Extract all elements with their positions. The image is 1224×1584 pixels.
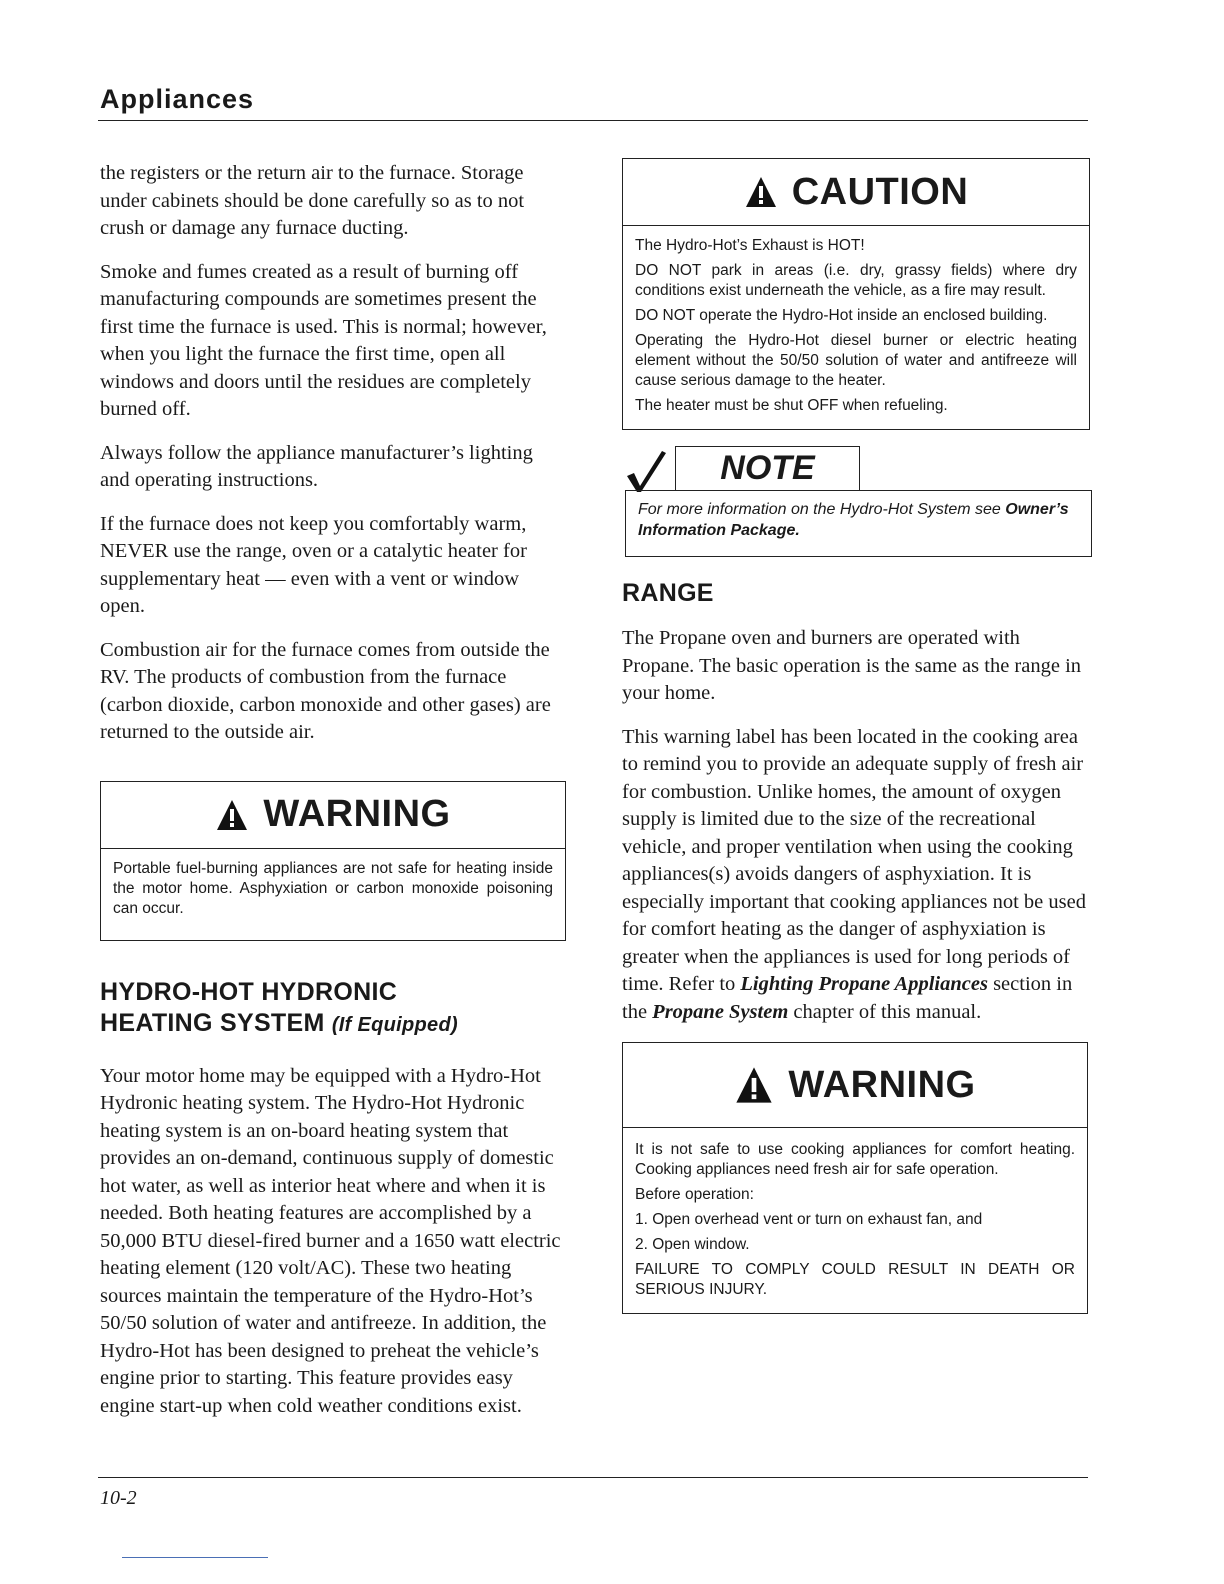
note-text [638, 499, 1079, 541]
furnace-warning-box [100, 781, 566, 941]
caution-line: The heater must be shut OFF when refueling. [635, 397, 948, 414]
body-paragraph: Combustion air for the furnace comes from outside the RV. The products of combustion from the furnace (carbon dioxide, carbon monoxide and other gases) are returned to the outside air. [100, 638, 551, 743]
warning-label-text-mid: section in the [622, 973, 1073, 1023]
hydro-heading-line2: HEATING SYSTEM [100, 1008, 325, 1037]
warning-header [101, 782, 565, 849]
note-box [625, 490, 1092, 557]
note-text-main: For more information on the Hydro-Hot System see [638, 501, 1001, 518]
warning-title: WARNING [263, 793, 451, 835]
warning-line: 2. Open window. [635, 1236, 750, 1253]
warning-triangle-icon [215, 798, 249, 832]
hydro-hot-paragraph: Your motor home may be equipped with a Hydro-Hot Hydronic heating system. The Hydro-Hot Hydronic heating system is an on-board heating system that provides an on-demand, continuous supply of domestic hot water, as well as interior heat where and when it is needed. Both heating features are accomplished by a 50,000 BTU diesel-fired burner and a 1650 watt electric heating element (120 volt/AC). These two heating sources maintain the temperature of the Hydro-Hot’s 50/50 solution of water and antifreeze. In addition, the Hydro-Hot has been designed to preheat the vehicle’s engine prior to starting. This feature provides easy engine start-up when cold weather conditions exist. [100, 1064, 561, 1417]
hydro-hot-heading [100, 977, 562, 1041]
caution-line: Operating the Hydro-Hot diesel burner or electric heating element without the 50/50 solution of water and antifreeze will cause serious damage to the heater. [635, 332, 1077, 389]
warning-body [623, 1128, 1087, 1313]
note-title: NOTE [720, 449, 815, 487]
note-callout [622, 446, 1092, 562]
range-warning-box [622, 1042, 1088, 1314]
lighting-propane-reference: Lighting Propane Appliances [740, 973, 988, 995]
warning-body [101, 849, 565, 940]
warning-label-paragraph [622, 724, 1092, 1027]
checkmark-icon [624, 448, 668, 494]
header-divider [98, 120, 1088, 121]
note-text-reference: Owner’s Information Package. [638, 501, 1069, 539]
warning-triangle-icon [744, 175, 778, 209]
warning-line: 1. Open overhead vent or turn on exhaust fan, and [635, 1211, 983, 1228]
right-column [622, 158, 1092, 1314]
caution-line: DO NOT operate the Hydro-Hot inside an enclosed building. [635, 307, 1048, 324]
warning-title: WARNING [788, 1063, 976, 1106]
body-paragraph: If the furnace does not keep you comfortably warm, NEVER use the range, oven or a catalytic heater for supplementary heat — even with a vent or window open. [100, 512, 527, 617]
range-paragraph: The Propane oven and burners are operated with Propane. The basic operation is the same as the range in your home. [622, 627, 1082, 704]
hydro-heading-qualifier: (If Equipped) [331, 1013, 458, 1036]
body-paragraph: Always follow the appliance manufacturer’s lighting and operating instructions. [100, 441, 533, 491]
propane-system-reference: Propane System [652, 1000, 789, 1023]
caution-header [623, 159, 1089, 226]
warning-triangle-icon [734, 1065, 774, 1105]
warning-header [623, 1043, 1087, 1128]
caution-line: DO NOT park in areas (i.e. dry, grassy fields) where dry conditions exist underneath the vehicle, as a fire may result. [635, 262, 1077, 299]
range-heading: RANGE [622, 579, 714, 607]
warning-line: It is not safe to use cooking appliances for comfort heating. Cooking appliances need fresh air for safe operation. [635, 1141, 1075, 1178]
warning-label-text-end: chapter of this manual. [793, 1000, 982, 1023]
warning-line: FAILURE TO COMPLY COULD RESULT IN DEATH OR SERIOUS INJURY. [635, 1261, 1075, 1298]
body-paragraph: the registers or the return air to the furnace. Storage under cabinets should be done carefully so as to not crush or damage any furnace ducting. [100, 162, 525, 239]
left-column [100, 160, 562, 1436]
section-title: Appliances [100, 84, 255, 114]
note-tab [675, 446, 860, 490]
footer-divider [98, 1477, 1088, 1478]
warning-line: Before operation: [635, 1186, 754, 1203]
page-number: 10-2 [100, 1487, 137, 1509]
caution-title: CAUTION [791, 170, 969, 213]
caution-line: The Hydro-Hot’s Exhaust is HOT! [635, 237, 865, 254]
hydro-heading-line1: HYDRO-HOT HYDRONIC [100, 977, 398, 1006]
body-paragraph: Smoke and fumes created as a result of burning off manufacturing compounds are sometimes present the first time the furnace is used. This is normal; however, when you light the furnace the first time, open all windows and doors until the residues are completely burned off. [100, 260, 547, 420]
warning-label-text: This warning label has been located in the cooking area to remind you to provide an adequate supply of fresh air for combustion. Unlike homes, the amount of oxygen supply is limited due to the size of the recreational vehicle, and proper ventilation when using the cooking appliances(s) avoids dangers of asphyxiation. It is especially important that cooking appliances not be used for comfort heating as the danger of asphyxiation is greater when the appliances is used for long periods of time. Refer to [622, 725, 1086, 995]
caution-body [623, 226, 1089, 429]
scan-artifact-line [122, 1557, 268, 1558]
caution-box [622, 158, 1090, 430]
warning-text: Portable fuel-burning appliances are not safe for heating inside the motor home. Asphyxiation or carbon monoxide poisoning can occur. [113, 859, 553, 917]
